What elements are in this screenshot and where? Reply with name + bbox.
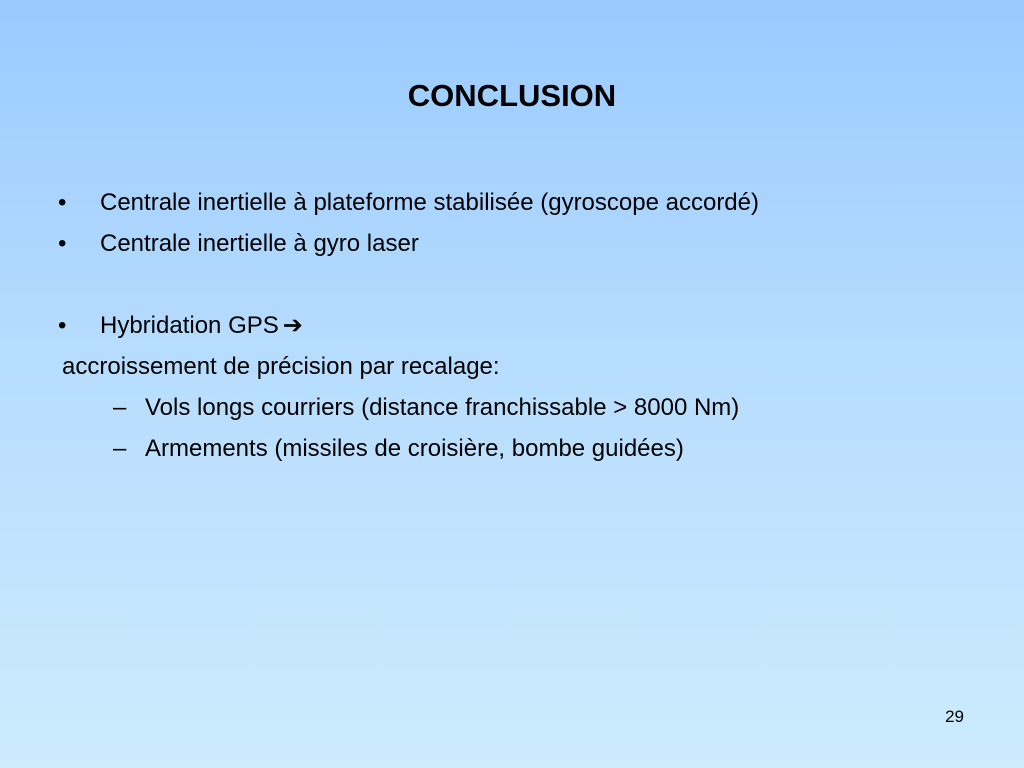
arrow-right-icon: ➔ [282, 312, 303, 339]
bullet-text: Hybridation GPS [100, 312, 279, 339]
page-number: 29 [945, 707, 964, 726]
bullet-item-1 [58, 188, 759, 218]
sub-item-text: Armements (missiles de croisière, bombe guidées) [145, 435, 684, 462]
bullet-text: Centrale inertielle à plateforme stabilisée (gyroscope accordé) [100, 189, 759, 216]
body-text-line: accroissement de précision par recalage: [62, 353, 500, 380]
dash-marker: – [113, 394, 127, 421]
bullet-marker: • [58, 230, 67, 257]
bullet-marker: • [58, 312, 67, 339]
sub-item-2 [113, 434, 684, 464]
sub-item-text: Vols longs courriers (distance franchissable > 8000 Nm) [145, 394, 740, 421]
bullet-item-3 [58, 311, 303, 341]
slide-title: CONCLUSION [407, 78, 617, 113]
bullet-text: Centrale inertielle à gyro laser [100, 230, 419, 257]
dash-marker: – [113, 435, 127, 462]
sub-item-1 [113, 393, 739, 423]
bullet-item-2 [58, 229, 419, 259]
bullet-marker: • [58, 189, 67, 216]
